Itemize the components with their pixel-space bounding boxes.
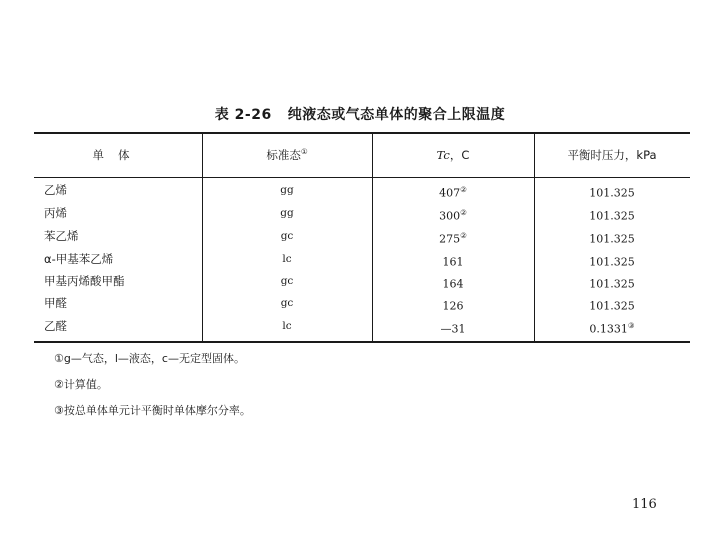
- header-monomer: 单体: [92, 148, 144, 162]
- temperature-cell: —31: [440, 322, 466, 336]
- temperature-cell: 407②: [439, 185, 467, 200]
- table-row: [34, 273, 690, 295]
- monomer-cell: α-甲基苯乙烯: [44, 252, 114, 266]
- footnote: ③按总单体单元计平衡时单体摩尔分率。: [54, 404, 251, 417]
- monomer-cell: 甲基丙烯酸甲酯: [44, 274, 125, 288]
- state-cell: lc: [282, 253, 292, 265]
- pressure-cell: 101.325: [589, 209, 635, 223]
- table-top-rule: [34, 132, 690, 134]
- monomer-cell: 甲醛: [44, 296, 67, 310]
- header-state: 标准态①: [266, 147, 308, 162]
- table-number: 表 2-26: [214, 107, 272, 123]
- table-row: [34, 182, 690, 204]
- pressure-cell: 101.325: [589, 255, 635, 269]
- table-row: [34, 251, 690, 273]
- table-caption: 纯液态或气态单体的聚合上限温度: [287, 107, 506, 123]
- footnote-mark: ②: [460, 185, 467, 194]
- state-cell: gg: [280, 207, 294, 219]
- page-number: 116: [632, 497, 657, 512]
- temp-unit: ，C: [449, 148, 470, 162]
- pressure-cell: 101.325: [589, 232, 635, 246]
- table-header-rule: [34, 177, 690, 178]
- state-cell: gc: [280, 230, 294, 242]
- footnote: ①g—气态，l—液态，c—无定型固体。: [54, 352, 245, 365]
- footnote-mark: ②: [460, 231, 467, 240]
- footnote-mark: ②: [460, 208, 467, 217]
- monomer-cell: 苯乙烯: [44, 229, 79, 243]
- state-cell: gc: [280, 275, 294, 287]
- header-temperature: [372, 147, 534, 163]
- state-cell: gc: [280, 297, 294, 309]
- state-cell: lc: [282, 320, 292, 332]
- monomer-cell: 丙烯: [44, 206, 67, 220]
- pressure-cell: 101.325: [589, 186, 635, 200]
- table-row: [34, 318, 690, 340]
- temperature-cell: 300②: [439, 208, 467, 223]
- temperature-cell: 126: [442, 299, 464, 313]
- header-pressure: 平衡时压力，kPa: [567, 148, 657, 162]
- footnote-mark: ①: [300, 147, 308, 157]
- footnote: ②计算值。: [54, 378, 108, 391]
- table-row: [34, 205, 690, 227]
- pressure-cell: 101.325: [589, 277, 635, 291]
- table-row: [34, 228, 690, 250]
- state-cell: gg: [280, 184, 294, 196]
- table-bottom-rule: [34, 341, 690, 343]
- table-title: [0, 104, 720, 124]
- temp-symbol: Tc: [436, 148, 450, 162]
- temperature-cell: 164: [442, 277, 464, 291]
- pressure-cell: 0.1331③: [589, 321, 635, 336]
- table-row: [34, 295, 690, 317]
- table-footnotes: [54, 351, 654, 429]
- temperature-cell: 275②: [439, 231, 467, 246]
- temperature-cell: 161: [442, 255, 464, 269]
- monomer-cell: 乙醛: [44, 319, 67, 333]
- monomer-cell: 乙烯: [44, 183, 67, 197]
- pressure-cell: 101.325: [589, 299, 635, 313]
- footnote-mark: ③: [627, 321, 635, 330]
